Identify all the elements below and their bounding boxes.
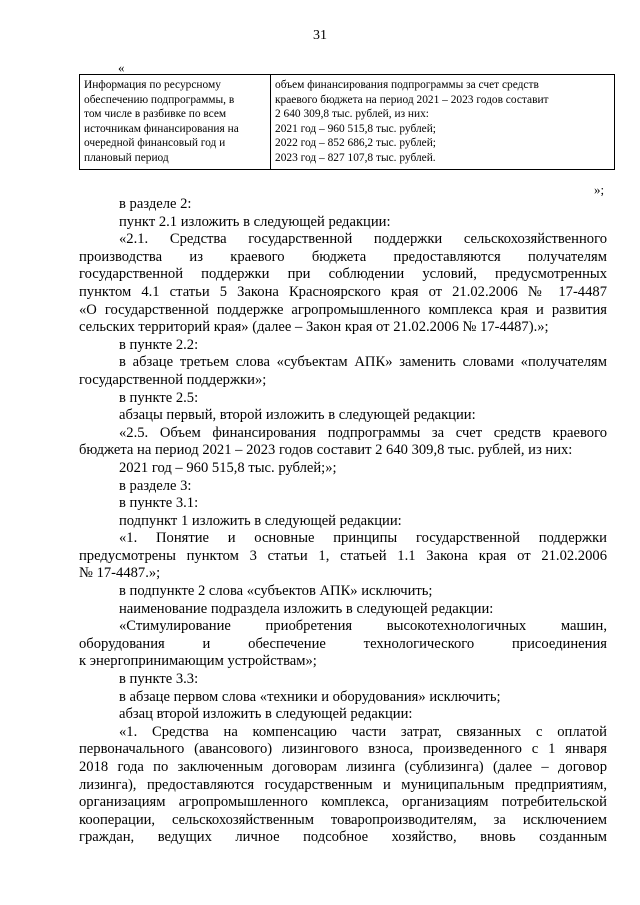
page-number: 31 <box>313 28 327 43</box>
amendment-instruction: пункт 2.1 изложить в следующей редакции: <box>119 213 391 230</box>
point-2-5-heading: в пункте 2.5: <box>119 389 199 406</box>
text-line: государственной поддержки при соблюдении условий, предусмотренных <box>79 266 607 283</box>
text-line: «2.5. Объем финансирования подпрограммы за счет средств краевого <box>119 424 607 441</box>
text-line: предусмотрены пунктом 3 статьи 1, статьей 1.1 Закона края от 21.02.2006 <box>79 547 607 564</box>
table-label-line: том числе в разбивке по всем <box>84 108 227 121</box>
subsection-title-text <box>79 618 607 671</box>
text-line: «О государственной поддержке агропромышленного комплекса края и развития <box>79 301 607 318</box>
text-line: пунктом 4.1 статьи 5 Закона Красноярского края от 21.02.2006 № 17-4487 <box>79 283 607 300</box>
opening-quote: « <box>118 60 125 75</box>
text-line: производства из краевого бюджета предоставляются получателям <box>79 248 607 265</box>
text-line: граждан, ведущих личное подсобное хозяйство, вновь созданным <box>79 829 607 846</box>
amendment-text-2-1 <box>79 231 607 337</box>
table-label-line: очередной финансовый год и <box>84 137 226 150</box>
table-value-line: 2 640 309,8 тыс. рублей, из них: <box>275 108 429 121</box>
table-row <box>80 75 615 170</box>
table-label-line: плановый период <box>84 151 169 164</box>
table-label-line: обеспечению подпрограммы, в <box>84 93 235 106</box>
closing-quote: »; <box>594 182 605 197</box>
text-line: кооперации, сельскохозяйственным товаропроизводителям, за исключением <box>79 811 607 828</box>
resource-info-table <box>79 74 615 170</box>
text-line: оборудования и обеспечение технологического присоединения <box>79 635 607 652</box>
amendment-instruction: абзацы первый, второй изложить в следующей редакции: <box>119 407 476 424</box>
table-value-line: 2021 год – 960 515,8 тыс. рублей; <box>275 122 436 135</box>
section-2-heading: в разделе 2: <box>119 196 192 212</box>
table-value-line: 2022 год – 852 686,2 тыс. рублей; <box>275 137 436 150</box>
amendment-instruction: подпункт 1 изложить в следующей редакции: <box>119 512 402 529</box>
point-2-2-heading: в пункте 2.2: <box>119 336 199 353</box>
amendment-instruction: в подпункте 2 слова «субъектов АПК» исключить; <box>119 583 433 600</box>
table-cell-label <box>80 75 271 170</box>
document-body <box>79 196 607 847</box>
funding-2021-line: 2021 год – 960 515,8 тыс. рублей;»; <box>119 459 337 476</box>
text-line: «1. Понятие и основные принципы государственной поддержки <box>119 530 607 547</box>
text-line: 2018 года по заключенным договорам лизинга (сублизинга) (далее – договор <box>79 759 607 775</box>
text-line: «2.1. Средства государственной поддержки сельскохозяйственного <box>119 231 607 248</box>
table-value-line: краевого бюджета на период 2021 – 2023 годов составит <box>275 93 549 106</box>
text-line: государственной поддержки»; <box>79 371 267 388</box>
amendment-instruction: в абзаце первом слова «техники и оборудования» исключить; <box>119 688 501 705</box>
amendment-text-2-5 <box>79 425 607 460</box>
text-line: № 17-4487.»; <box>79 565 161 582</box>
table-value-line: объем финансирования подпрограммы за счет средств <box>275 79 539 91</box>
point-3-3-heading: в пункте 3.3: <box>119 671 199 688</box>
table-cell-value <box>271 75 615 170</box>
text-line: лизинга), предоставляются государственным и муниципальным предприятиям, <box>79 776 607 793</box>
text-line: «1. Средства на компенсацию части затрат, связанных с оплатой <box>119 723 607 740</box>
text-line: организациям агропромышленного комплекса, организациям потребительской <box>79 794 607 811</box>
text-line: сельских территорий края» (далее – Закон края от 21.02.2006 № 17-4487).»; <box>79 319 549 336</box>
text-line: «Стимулирование приобретения высокотехнологичных машин, <box>119 618 607 635</box>
table-label-line: Информация по ресурсному <box>84 79 221 91</box>
table-label-line: источникам финансирования на <box>84 122 239 135</box>
amendment-text-3-1-1 <box>79 530 607 583</box>
point-3-1-heading: в пункте 3.1: <box>119 495 199 512</box>
amendment-instruction: наименование подраздела изложить в следующей редакции: <box>119 600 494 617</box>
amendment-text-2-2 <box>79 354 607 389</box>
text-line: бюджета на период 2021 – 2023 годов составит 2 640 309,8 тыс. рублей, из них: <box>79 442 573 459</box>
section-3-heading: в разделе 3: <box>119 477 192 494</box>
text-line: в абзаце третьем слова «субъектам АПК» заменить словами «получателям <box>119 354 607 371</box>
text-line: к энергопринимающим устройствам»; <box>79 653 317 670</box>
amendment-instruction: абзац второй изложить в следующей редакции: <box>119 706 413 723</box>
table-value-line: 2023 год – 827 107,8 тыс. рублей. <box>275 151 436 164</box>
text-line: первоначального (авансового) лизингового взноса, произведенного с 1 января <box>79 741 607 758</box>
amendment-text-3-3 <box>79 724 607 847</box>
